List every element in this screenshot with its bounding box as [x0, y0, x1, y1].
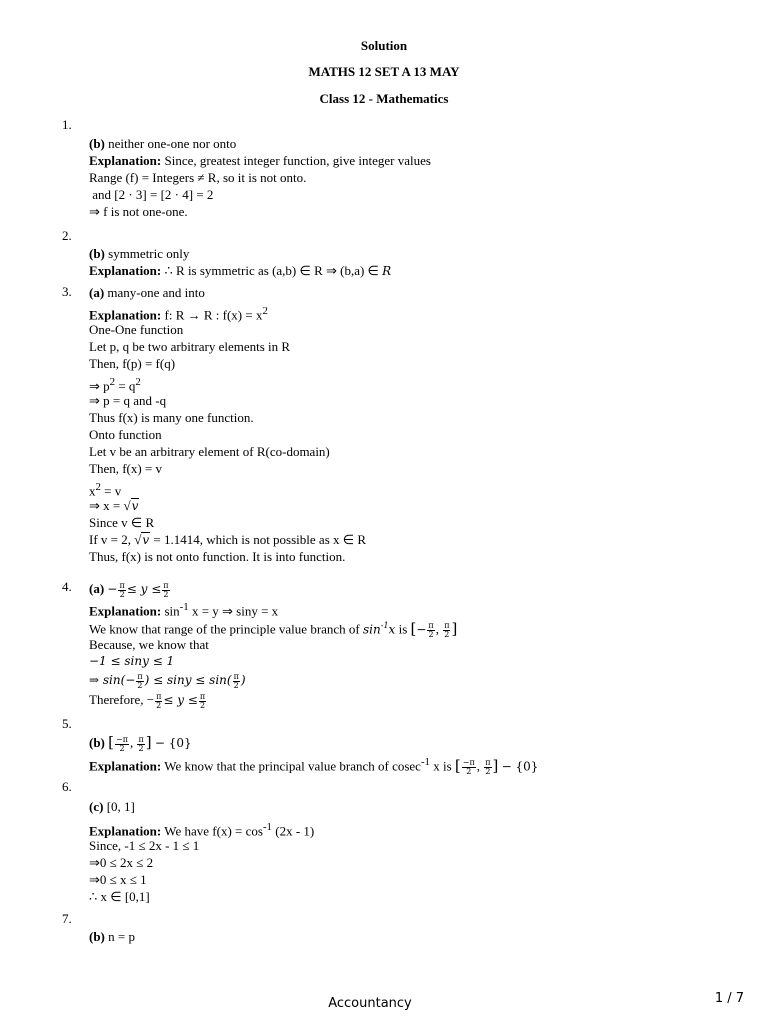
fraction: $\frac{\pi}{2}$	[485, 757, 491, 776]
math-symbol: R	[382, 264, 392, 278]
explanation-text: f: R → R : f(x) = x	[164, 307, 263, 323]
superscript: 2	[109, 376, 116, 388]
fraction: $\frac{\pi}{2}$	[233, 671, 239, 690]
explanation-text: We know that range of the principle value branch of	[89, 621, 360, 637]
math-text: x	[388, 622, 396, 637]
explanation-line: ∴ x ∈ [0,1]	[89, 889, 150, 904]
explanation-text: ∴ R is symmetric as (a,b) ∈ R ⇒ (b,a) ∈	[164, 263, 379, 278]
explanation-label: Explanation:	[89, 263, 162, 278]
math-text: )	[240, 673, 246, 687]
math-text: ≤ y ≤	[163, 693, 198, 707]
answer-option: (b)	[89, 929, 105, 944]
explanation-label: Explanation:	[89, 307, 162, 323]
superscript: -1	[420, 756, 430, 768]
page-number: 1 / 7	[714, 991, 744, 1006]
doc-subtitle: MATHS 12 SET A 13 MAY	[308, 64, 460, 79]
explanation-text: x = y ⇒ siny = x	[188, 603, 279, 619]
explanation-text: = 1.1414, which is not possible as x ∈ R	[153, 532, 366, 547]
superscript: 2	[135, 376, 141, 388]
answer-option: (b)	[89, 246, 105, 261]
explanation-line: Onto function	[89, 427, 162, 442]
explanation-line: Then, f(x) = v	[89, 461, 163, 476]
superscript: 2	[95, 481, 101, 493]
explanation-text: = q	[115, 378, 136, 394]
explanation-line: Thus f(x) is many one function.	[89, 410, 254, 425]
superscript: -1	[380, 621, 389, 630]
question-number: 3.	[62, 284, 72, 299]
explanation-text: We know that the principal value branch of cosec	[164, 758, 421, 774]
superscript: 2	[262, 305, 268, 317]
fraction: $\frac{\pi}{2}$	[163, 580, 169, 599]
explanation-label: Explanation:	[89, 823, 162, 839]
explanation-line: ⇒ f is not one-one.	[89, 204, 188, 219]
explanation-line: Because, we know that	[89, 637, 209, 652]
explanation-line: ⇒0 ≤ x ≤ 1	[89, 872, 147, 887]
fraction: $\frac{\pi}{2}$	[156, 691, 162, 710]
explanation-text: x	[89, 483, 96, 499]
fraction: $\frac{\pi}{2}$	[119, 580, 125, 599]
explanation-line: and [2 · 3] = [2 · 4] = 2	[89, 187, 214, 202]
explanation-text: x is	[429, 758, 452, 774]
question-number: 1.	[62, 117, 72, 132]
answer-text: many-one and into	[107, 285, 205, 300]
math-text: ⇒ sin(−	[89, 673, 136, 687]
explanation-text: ⇒ x =	[89, 498, 121, 513]
answer-option: (b)	[89, 136, 105, 151]
explanation-text: = v	[100, 483, 122, 499]
explanation-line: ⇒0 ≤ 2x ≤ 2	[89, 855, 154, 870]
math-text: ) ≤ siny ≤ sin(	[144, 673, 232, 687]
fraction: $\frac{\pi}{2}$	[137, 671, 143, 690]
class-line: Class 12 - Mathematics	[319, 91, 449, 106]
sqrt-icon: √v	[123, 498, 139, 513]
question-number: 7.	[62, 911, 72, 926]
explanation-line: ⇒ p = q and -q	[89, 393, 167, 408]
math-text: sin	[363, 622, 381, 637]
explanation-line: Then, f(p) = f(q)	[89, 356, 176, 371]
question-number: 6.	[62, 779, 72, 794]
math-text: − {0}	[501, 759, 539, 774]
document-page: Solution MATHS 12 SET A 13 MAY Class 12 - Mathematics 1. (b) neither one-one nor onto Explanation: Since, greatest integer function, give integer values Range (f) = Integers ≠ R, so it is not onto. and [2 · 3] = [2 · 4] = 2 ⇒ f is not one-one. 2. (b) symmetric only Explanation: ∴ R is symmetric as (a,b) ∈ R ⇒ (b,a) ∈ R 3. (a) many-one and into Explanation: f: R → R : $f(x) = x^2$ One-One function Let p, q be two arbitrary elements in R Then, f(p) = f(q) ⇒ $p^2 = q^2$ ⇒ p = q and -q Thus f(x) is many one function. Onto function Let v be an arbitrary element of R(co-domain) Then, f(x) = v $x^2 = v$ ⇒ x = √v Since v ∈ R If v = 2, √v = 1.1414, which is not possible as x ∈ R Thus, f(x) is not onto function. It is into function. 4. (a) − $\frac{\pi}{2}$ ≤ y ≤ $\frac{\pi}{2}$ Explanation: $\sin^{-1} x = y$ ⇒ siny = x We know that range of the principle value branch of $\sin^{-1}x$ is [− $\frac{\pi}{2}$ , $\frac{\pi}{2}$ ] Because, we know that −1 ≤ siny ≤ 1 ⇒ sin(− $\frac{\pi}{2}$ ) ≤ siny ≤ sin( $\frac{\pi}{2}$ ) Therefore, − $\frac{\pi}{2}$ ≤ y ≤ $\frac{\pi}{2}$ 5. (b) [ $\frac{-\pi}{2}$ , $\frac{\pi}{2}$ ] − {0} Explanation: We know that the principal value branch of cosec$^{-1}$ x is [ $\frac{-\pi}{2}$ , $\frac{\pi}{2}$ ] − {0} 6. (c) [0, 1] Explanation: We have $f(x) = \cos^{-1} (2x - 1)$ Since, -1 ≤ 2x - 1 ≤ 1 ⇒0 ≤ 2x ≤ 2 ⇒0 ≤ x ≤ 1 ∴ x ∈ [0,1] 7. (b) n = p Accountancy 1 / 7	[0, 0, 768, 1024]
question-number: 5.	[62, 716, 72, 731]
explanation-text: Therefore, −	[89, 692, 155, 707]
answer-option: (a)	[89, 581, 105, 596]
answer-text: n = p	[108, 929, 135, 944]
footer-subject: Accountancy	[328, 996, 412, 1011]
superscript: -1	[262, 821, 272, 833]
math-text: − {0}	[154, 736, 192, 750]
math-text: ≤ y ≤	[126, 582, 162, 596]
explanation-text: is	[398, 621, 408, 637]
answer-option: (a)	[89, 285, 105, 300]
explanation-line: Let p, q be two arbitrary elements in R	[89, 339, 291, 354]
explanation-text: If v = 2,	[89, 532, 131, 547]
explanation-label: Explanation:	[89, 153, 162, 168]
explanation-label: Explanation:	[89, 603, 162, 619]
fraction: $\frac{-\pi}{2}$	[116, 734, 128, 753]
answer-option: (c)	[89, 799, 104, 814]
answer-text: [0, 1]	[106, 799, 135, 814]
fraction: $\frac{\pi}{2}$	[428, 620, 434, 639]
fraction: $\frac{\pi}{2}$	[444, 620, 450, 639]
explanation-line: Since, -1 ≤ 2x - 1 ≤ 1	[89, 838, 200, 853]
explanation-line: Range (f) = Integers ≠ R, so it is not onto.	[89, 170, 307, 185]
sqrt-icon: √v	[134, 532, 150, 547]
question-number: 2.	[62, 228, 72, 243]
answer-text: symmetric only	[108, 246, 190, 261]
explanation-line: One-One function	[89, 322, 184, 337]
explanation-text: ⇒ p	[89, 378, 110, 394]
explanation-text: (2x - 1)	[271, 823, 315, 839]
sqrt-radicand: v	[131, 499, 139, 513]
explanation-line: Thus, f(x) is not onto function. It is into function.	[89, 549, 346, 564]
explanation-line: Let v be an arbitrary element of R(co-domain)	[89, 444, 330, 459]
explanation-line: −1 ≤ siny ≤ 1	[89, 654, 175, 668]
question-number: 4.	[62, 579, 72, 594]
fraction: $\frac{\pi}{2}$	[138, 734, 144, 753]
explanation-text: sin	[164, 603, 180, 619]
fraction: $\frac{\pi}{2}$	[199, 691, 206, 710]
math-text: −	[107, 582, 118, 596]
superscript: -1	[179, 601, 189, 613]
explanation-line: Since v ∈ R	[89, 515, 155, 530]
explanation-label: Explanation:	[89, 758, 162, 774]
explanation-text: We have f(x) = cos	[164, 823, 263, 839]
doc-title: Solution	[360, 38, 408, 53]
answer-option: (b)	[89, 735, 105, 750]
explanation-text: Since, greatest integer function, give integer values	[164, 153, 431, 168]
fraction: $\frac{-\pi}{2}$	[462, 757, 475, 776]
answer-text: neither one-one nor onto	[108, 136, 237, 151]
sqrt-radicand: v	[142, 533, 150, 547]
